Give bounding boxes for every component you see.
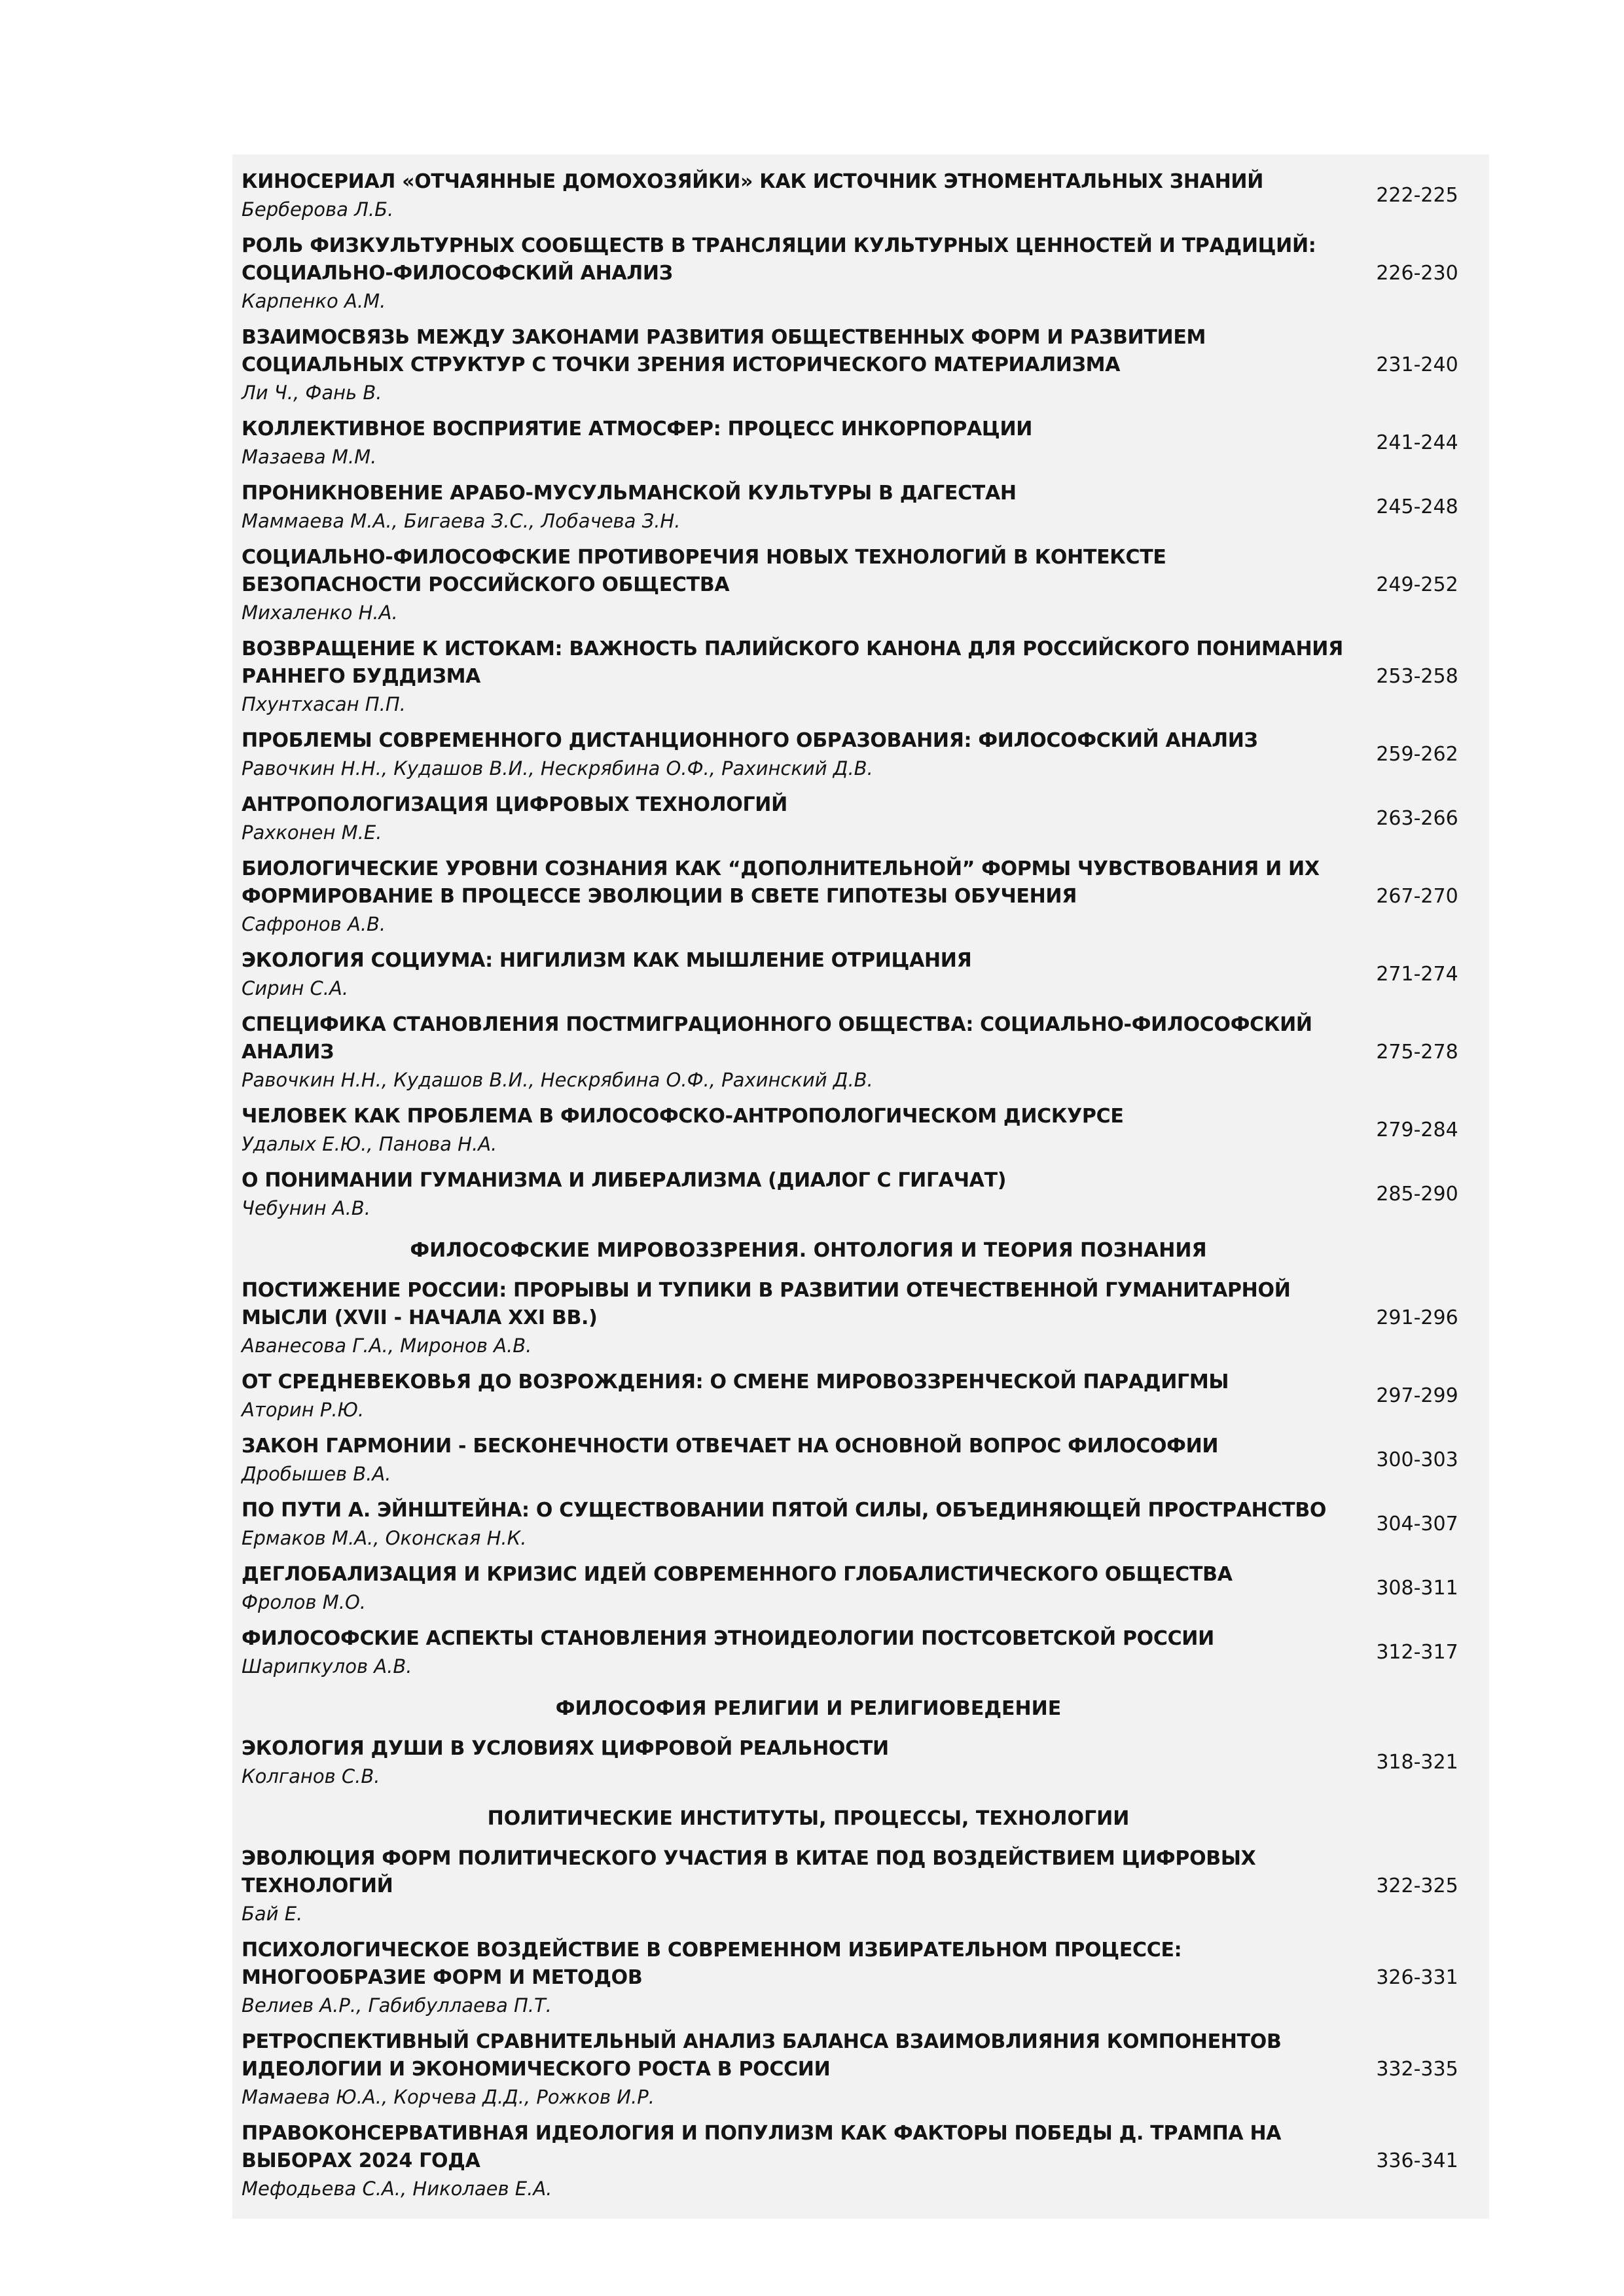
article-authors: Равочкин Н.Н., Кудашов В.И., Нескрябина О.Ф., Рахинский Д.В. xyxy=(242,757,873,780)
article-title: ЭВОЛЮЦИЯ ФОРМ ПОЛИТИЧЕСКОГО УЧАСТИЯ В КИТАЕ ПОД ВОЗДЕЙСТВИЕМ ЦИФРОВЫХ ТЕХНОЛОГИЙ xyxy=(242,1847,1256,1897)
toc-entry xyxy=(232,1621,1489,1685)
entry-text xyxy=(242,1433,1365,1488)
toc-entry xyxy=(232,228,1489,319)
page-range: 291-296 xyxy=(1376,1306,1458,1329)
article-authors: Мефодьева С.А., Николаев Е.А. xyxy=(242,2178,552,2200)
article-title: РОЛЬ ФИЗКУЛЬТУРНЫХ СООБЩЕСТВ В ТРАНСЛЯЦИИ КУЛЬТУРНЫХ ЦЕННОСТЕЙ И ТРАДИЦИЙ: СОЦИАЛЬНО-ФИЛОСОФСКИЙ АНАЛИЗ xyxy=(242,234,1316,285)
page-range: 300-303 xyxy=(1376,1448,1458,1471)
entry-text xyxy=(242,636,1365,718)
toc-entry xyxy=(232,942,1489,1007)
page-range: 326-331 xyxy=(1376,1966,1458,1989)
entry-text xyxy=(242,168,1365,223)
article-authors: Колганов С.В. xyxy=(242,1765,380,1787)
article-title: О ПОНИМАНИИ ГУМАНИЗМА И ЛИБЕРАЛИЗМА (ДИАЛОГ С ГИГАЧАТ) xyxy=(242,1169,1007,1192)
page-range: 231-240 xyxy=(1376,353,1458,376)
toc-entry xyxy=(232,631,1489,723)
article-title: ПРАВОКОНСЕРВАТИВНАЯ ИДЕОЛОГИЯ И ПОПУЛИЗМ КАК ФАКТОРЫ ПОБЕДЫ Д. ТРАМПА НА ВЫБОРАХ 2024 ГОДА xyxy=(242,2122,1282,2172)
toc-entry xyxy=(232,1098,1489,1162)
page-range: 245-248 xyxy=(1376,495,1458,518)
article-title: КИНОСЕРИАЛ «ОТЧАЯННЫЕ ДОМОХОЗЯЙКИ» КАК ИСТОЧНИК ЭТНОМЕНТАЛЬНЫХ ЗНАНИЙ xyxy=(242,170,1264,193)
article-authors: Пхунтхасан П.П. xyxy=(242,693,406,715)
entry-text xyxy=(242,947,1365,1002)
entry-text xyxy=(242,727,1365,782)
toc-entry xyxy=(232,319,1489,411)
article-title: СОЦИАЛЬНО-ФИЛОСОФСКИЕ ПРОТИВОРЕЧИЯ НОВЫХ ТЕХНОЛОГИЙ В КОНТЕКСТЕ БЕЗОПАСНОСТИ РОССИЙСКОГО ОБЩЕСТВА xyxy=(242,546,1166,596)
page-range: 285-290 xyxy=(1376,1183,1458,1206)
toc-entry xyxy=(232,2024,1489,2115)
page-range: 275-278 xyxy=(1376,1041,1458,1064)
page-range: 312-317 xyxy=(1376,1641,1458,1664)
toc-entry xyxy=(232,787,1489,851)
page-range: 322-325 xyxy=(1376,1874,1458,1897)
toc-entry xyxy=(232,2115,1489,2207)
entry-text xyxy=(242,2028,1365,2111)
article-title: ДЕГЛОБАЛИЗАЦИЯ И КРИЗИС ИДЕЙ СОВРЕМЕННОГО ГЛОБАЛИСТИЧЕСКОГО ОБЩЕСТВА xyxy=(242,1563,1233,1586)
toc-entry xyxy=(232,164,1489,228)
toc-entry xyxy=(232,1492,1489,1556)
article-title: СПЕЦИФИКА СТАНОВЛЕНИЯ ПОСТМИГРАЦИОННОГО ОБЩЕСТВА: СОЦИАЛЬНО-ФИЛОСОФСКИЙ АНАЛИЗ xyxy=(242,1013,1312,1064)
article-authors: Карпенко А.М. xyxy=(242,290,386,312)
section-header: ФИЛОСОФСКИЕ МИРОВОЗЗРЕНИЯ. ОНТОЛОГИЯ И ТЕОРИЯ ПОЗНАНИЯ xyxy=(410,1239,1207,1262)
article-title: ЭКОЛОГИЯ СОЦИУМА: НИГИЛИЗМ КАК МЫШЛЕНИЕ ОТРИЦАНИЯ xyxy=(242,949,972,972)
article-title: ПО ПУТИ А. ЭЙНШТЕЙНА: О СУЩЕСТВОВАНИИ ПЯТОЙ СИЛЫ, ОБЪЕДИНЯЮЩЕЙ ПРОСТРАНСТВО xyxy=(242,1499,1327,1522)
article-title: БИОЛОГИЧЕСКИЕ УРОВНИ СОЗНАНИЯ КАК “ДОПОЛНИТЕЛЬНОЙ” ФОРМЫ ЧУВСТВОВАНИЯ И ИХ ФОРМИРОВАНИЕ В ПРОЦЕССЕ ЭВОЛЮЦИИ В СВЕТЕ ГИПОТЕЗЫ ОБУЧЕНИЯ xyxy=(242,857,1320,908)
entry-text xyxy=(242,855,1365,938)
entry-text xyxy=(242,1625,1365,1680)
article-title: ОТ СРЕДНЕВЕКОВЬЯ ДО ВОЗРОЖДЕНИЯ: О СМЕНЕ МИРОВОЗЗРЕНЧЕСКОЙ ПАРАДИГМЫ xyxy=(242,1371,1229,1393)
page-range: 279-284 xyxy=(1376,1119,1458,1141)
article-authors: Аванесова Г.А., Миронов А.В. xyxy=(242,1335,532,1357)
entry-text xyxy=(242,1103,1365,1158)
article-title: ЭКОЛОГИЯ ДУШИ В УСЛОВИЯХ ЦИФРОВОЙ РЕАЛЬНОСТИ xyxy=(242,1737,889,1760)
article-title: РЕТРОСПЕКТИВНЫЙ СРАВНИТЕЛЬНЫЙ АНАЛИЗ БАЛАНСА ВЗАИМОВЛИЯНИЯ КОМПОНЕНТОВ ИДЕОЛОГИИ И ЭКОНОМИЧЕСКОГО РОСТА В РОССИИ xyxy=(242,2030,1282,2081)
toc-entry xyxy=(232,1007,1489,1098)
article-title: АНТРОПОЛОГИЗАЦИЯ ЦИФРОВЫХ ТЕХНОЛОГИЙ xyxy=(242,793,787,816)
article-title: ПСИХОЛОГИЧЕСКОЕ ВОЗДЕЙСТВИЕ В СОВРЕМЕННОМ ИЗБИРАТЕЛЬНОМ ПРОЦЕССЕ: МНОГООБРАЗИЕ ФОРМ И МЕТОДОВ xyxy=(242,1939,1182,1989)
entry-text xyxy=(242,2120,1365,2202)
entry-text xyxy=(242,544,1365,626)
page-range: 308-311 xyxy=(1376,1577,1458,1600)
toc-entry xyxy=(232,851,1489,942)
toc-entry xyxy=(232,1428,1489,1492)
article-authors: Фролов М.О. xyxy=(242,1591,366,1613)
page-range: 253-258 xyxy=(1376,665,1458,688)
article-authors: Мазаева М.М. xyxy=(242,446,377,468)
page-range: 249-252 xyxy=(1376,573,1458,596)
article-authors: Ли Ч., Фань В. xyxy=(242,382,382,404)
entry-text xyxy=(242,1277,1365,1359)
article-authors: Маммаева М.А., Бигаева З.С., Лобачева З.Н. xyxy=(242,510,681,532)
page-range: 336-341 xyxy=(1376,2149,1458,2172)
entry-text xyxy=(242,1937,1365,2019)
entry-text xyxy=(242,1011,1365,1094)
toc-entry xyxy=(232,1364,1489,1428)
page-range: 297-299 xyxy=(1376,1384,1458,1407)
entry-text xyxy=(242,324,1365,406)
article-authors: Михаленко Н.А. xyxy=(242,601,398,624)
toc-entry xyxy=(232,723,1489,787)
article-authors: Ермаков М.А., Оконская Н.К. xyxy=(242,1527,527,1549)
article-authors: Чебунин А.В. xyxy=(242,1197,370,1219)
article-title: ВЗАИМОСВЯЗЬ МЕЖДУ ЗАКОНАМИ РАЗВИТИЯ ОБЩЕСТВЕННЫХ ФОРМ И РАЗВИТИЕМ СОЦИАЛЬНЫХ СТРУКТУР С ТОЧКИ ЗРЕНИЯ ИСТОРИЧЕСКОГО МАТЕРИАЛИЗМА xyxy=(242,326,1206,376)
entry-text xyxy=(242,1561,1365,1616)
entry-text xyxy=(242,1369,1365,1424)
article-authors: Сафронов А.В. xyxy=(242,913,386,935)
article-authors: Равочкин Н.Н., Кудашов В.И., Нескрябина О.Ф., Рахинский Д.В. xyxy=(242,1069,873,1091)
page-range: 263-266 xyxy=(1376,807,1458,830)
page-range: 226-230 xyxy=(1376,262,1458,285)
article-authors: Мамаева Ю.А., Корчева Д.Д., Рожков И.Р. xyxy=(242,2086,655,2108)
toc-entry xyxy=(232,1840,1489,1932)
entry-text xyxy=(242,1167,1365,1222)
entry-text xyxy=(242,480,1365,535)
article-title: ПРОНИКНОВЕНИЕ АРАБО-МУСУЛЬМАНСКОЙ КУЛЬТУРЫ В ДАГЕСТАН xyxy=(242,482,1017,505)
entry-text xyxy=(242,416,1365,471)
toc-entry xyxy=(232,1162,1489,1227)
page-range: 318-321 xyxy=(1376,1751,1458,1774)
article-title: ПОСТИЖЕНИЕ РОССИИ: ПРОРЫВЫ И ТУПИКИ В РАЗВИТИИ ОТЕЧЕСТВЕННОЙ ГУМАНИТАРНОЙ МЫСЛИ (XVII - НАЧАЛА XXI ВВ.) xyxy=(242,1279,1291,1329)
page-range: 241-244 xyxy=(1376,431,1458,454)
toc-entry xyxy=(232,411,1489,475)
page-range: 222-225 xyxy=(1376,184,1458,207)
entry-text xyxy=(242,1497,1365,1552)
article-title: ПРОБЛЕМЫ СОВРЕМЕННОГО ДИСТАНЦИОННОГО ОБРАЗОВАНИЯ: ФИЛОСОФСКИЙ АНАЛИЗ xyxy=(242,729,1258,752)
article-authors: Шарипкулов А.В. xyxy=(242,1655,412,1677)
article-authors: Удалых Е.Ю., Панова Н.А. xyxy=(242,1133,497,1155)
article-authors: Дробышев В.А. xyxy=(242,1463,391,1485)
article-authors: Рахконен М.Е. xyxy=(242,821,382,844)
article-title: ЧЕЛОВЕК КАК ПРОБЛЕМА В ФИЛОСОФСКО-АНТРОПОЛОГИЧЕСКОМ ДИСКУРСЕ xyxy=(242,1105,1124,1128)
entry-text xyxy=(242,232,1365,315)
article-title: ВОЗВРАЩЕНИЕ К ИСТОКАМ: ВАЖНОСТЬ ПАЛИЙСКОГО КАНОНА ДЛЯ РОССИЙСКОГО ПОНИМАНИЯ РАННЕГО БУДДИЗМА xyxy=(242,637,1343,688)
article-authors: Велиев А.Р., Габибуллаева П.Т. xyxy=(242,1994,552,2017)
section-header: ФИЛОСОФИЯ РЕЛИГИИ И РЕЛИГИОВЕДЕНИЕ xyxy=(555,1697,1062,1720)
article-title: ЗАКОН ГАРМОНИИ - БЕСКОНЕЧНОСТИ ОТВЕЧАЕТ НА ОСНОВНОЙ ВОПРОС ФИЛОСОФИИ xyxy=(242,1435,1219,1458)
toc-entry xyxy=(232,1272,1489,1364)
page-range: 332-335 xyxy=(1376,2058,1458,2081)
toc-entry xyxy=(232,1731,1489,1795)
section-header: ПОЛИТИЧЕСКИЕ ИНСТИТУТЫ, ПРОЦЕССЫ, ТЕХНОЛОГИИ xyxy=(487,1807,1130,1830)
entry-text xyxy=(242,791,1365,846)
toc-entry xyxy=(232,1932,1489,2024)
entry-text xyxy=(242,1735,1365,1790)
entry-text xyxy=(242,1845,1365,1928)
article-authors: Аторин Р.Ю. xyxy=(242,1399,365,1421)
toc-content-block xyxy=(232,154,1489,2219)
article-authors: Сирин С.А. xyxy=(242,977,349,999)
toc-entry xyxy=(232,1556,1489,1621)
page-range: 304-307 xyxy=(1376,1513,1458,1535)
page-range: 267-270 xyxy=(1376,885,1458,908)
article-title: КОЛЛЕКТИВНОЕ ВОСПРИЯТИЕ АТМОСФЕР: ПРОЦЕСС ИНКОРПОРАЦИИ xyxy=(242,418,1033,440)
page-range: 259-262 xyxy=(1376,743,1458,766)
toc-entry xyxy=(232,475,1489,539)
article-title: ФИЛОСОФСКИЕ АСПЕКТЫ СТАНОВЛЕНИЯ ЭТНОИДЕОЛОГИИ ПОСТСОВЕТСКОЙ РОССИИ xyxy=(242,1627,1214,1650)
toc-entry xyxy=(232,539,1489,631)
article-authors: Берберова Л.Б. xyxy=(242,198,394,221)
page-range: 271-274 xyxy=(1376,963,1458,986)
article-authors: Бай Е. xyxy=(242,1903,303,1925)
